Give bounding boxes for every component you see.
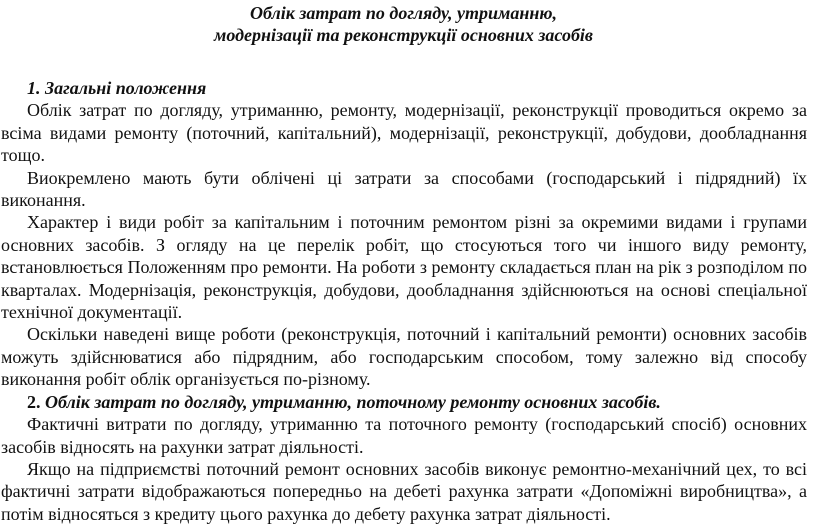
- title-spacer: [0, 46, 807, 77]
- document-title: [0, 0, 807, 46]
- section-1-number: 1.: [27, 78, 41, 98]
- paragraph: Виокремлено мають бути облічені ці затрати за способами (господарський і підрядний) їх виконання.: [1, 167, 807, 211]
- section-1-heading: [0, 77, 807, 99]
- title-line-1: Облік затрат по догляду, утриманню,: [249, 3, 558, 23]
- paragraph: Фактичні витрати по догляду, утриманню та поточного ремонту (господарський спосіб) основних засобів відносять на рахунки затрат діяльності.: [1, 414, 807, 457]
- section-2-number: 2.: [27, 391, 41, 412]
- section-2-heading: [0, 391, 807, 413]
- paragraph: Оскільки наведені вище роботи (реконструкція, поточний і капітальний ремонти) основних засобів можуть здійснюватися або підрядним, або господарським способом, тому залежно від способу виконання робіт облік організується по-різному.: [1, 324, 807, 390]
- paragraph: Облік затрат по догляду, утриманню, ремонту, модернізації, реконструкції проводиться окремо за всіма видами ремонту (поточний, капітальний), модернізації, реконструкції, добудови, дообладнання тощо.: [1, 100, 807, 166]
- section-2-title: Облік затрат по догляду, утриманню, поточному ремонту основних засобів.: [45, 391, 661, 412]
- document-body: [0, 77, 807, 525]
- section-1-title: Загальні положення: [45, 78, 207, 98]
- title-line-2: модернізації та реконструкції основних засобів: [214, 25, 593, 45]
- paragraph: Характер і види робіт за капітальним і поточним ремонтом різні за окремими видами і групами основних засобів. З огляду на це перелік робіт, що стосуються того чи іншого виду ремонту, встановлюється Положенням про ремонти. На роботи з ремонту складається план на рік з розподілом по кварталах. Модернізація, реконструкція, добудови, дообладнання здійснюються на основі спеціальної технічної документації.: [1, 212, 807, 323]
- paragraph: Якщо на підприємстві поточний ремонт основних засобів виконує ремонтно-механічний цех, то всі фактичні затрати відображаються попередньо на дебеті рахунка затрати «Допоміжні виробництва», а потім відносяться з кредиту цього рахунка до дебету рахунка затрат діяльності.: [1, 458, 807, 524]
